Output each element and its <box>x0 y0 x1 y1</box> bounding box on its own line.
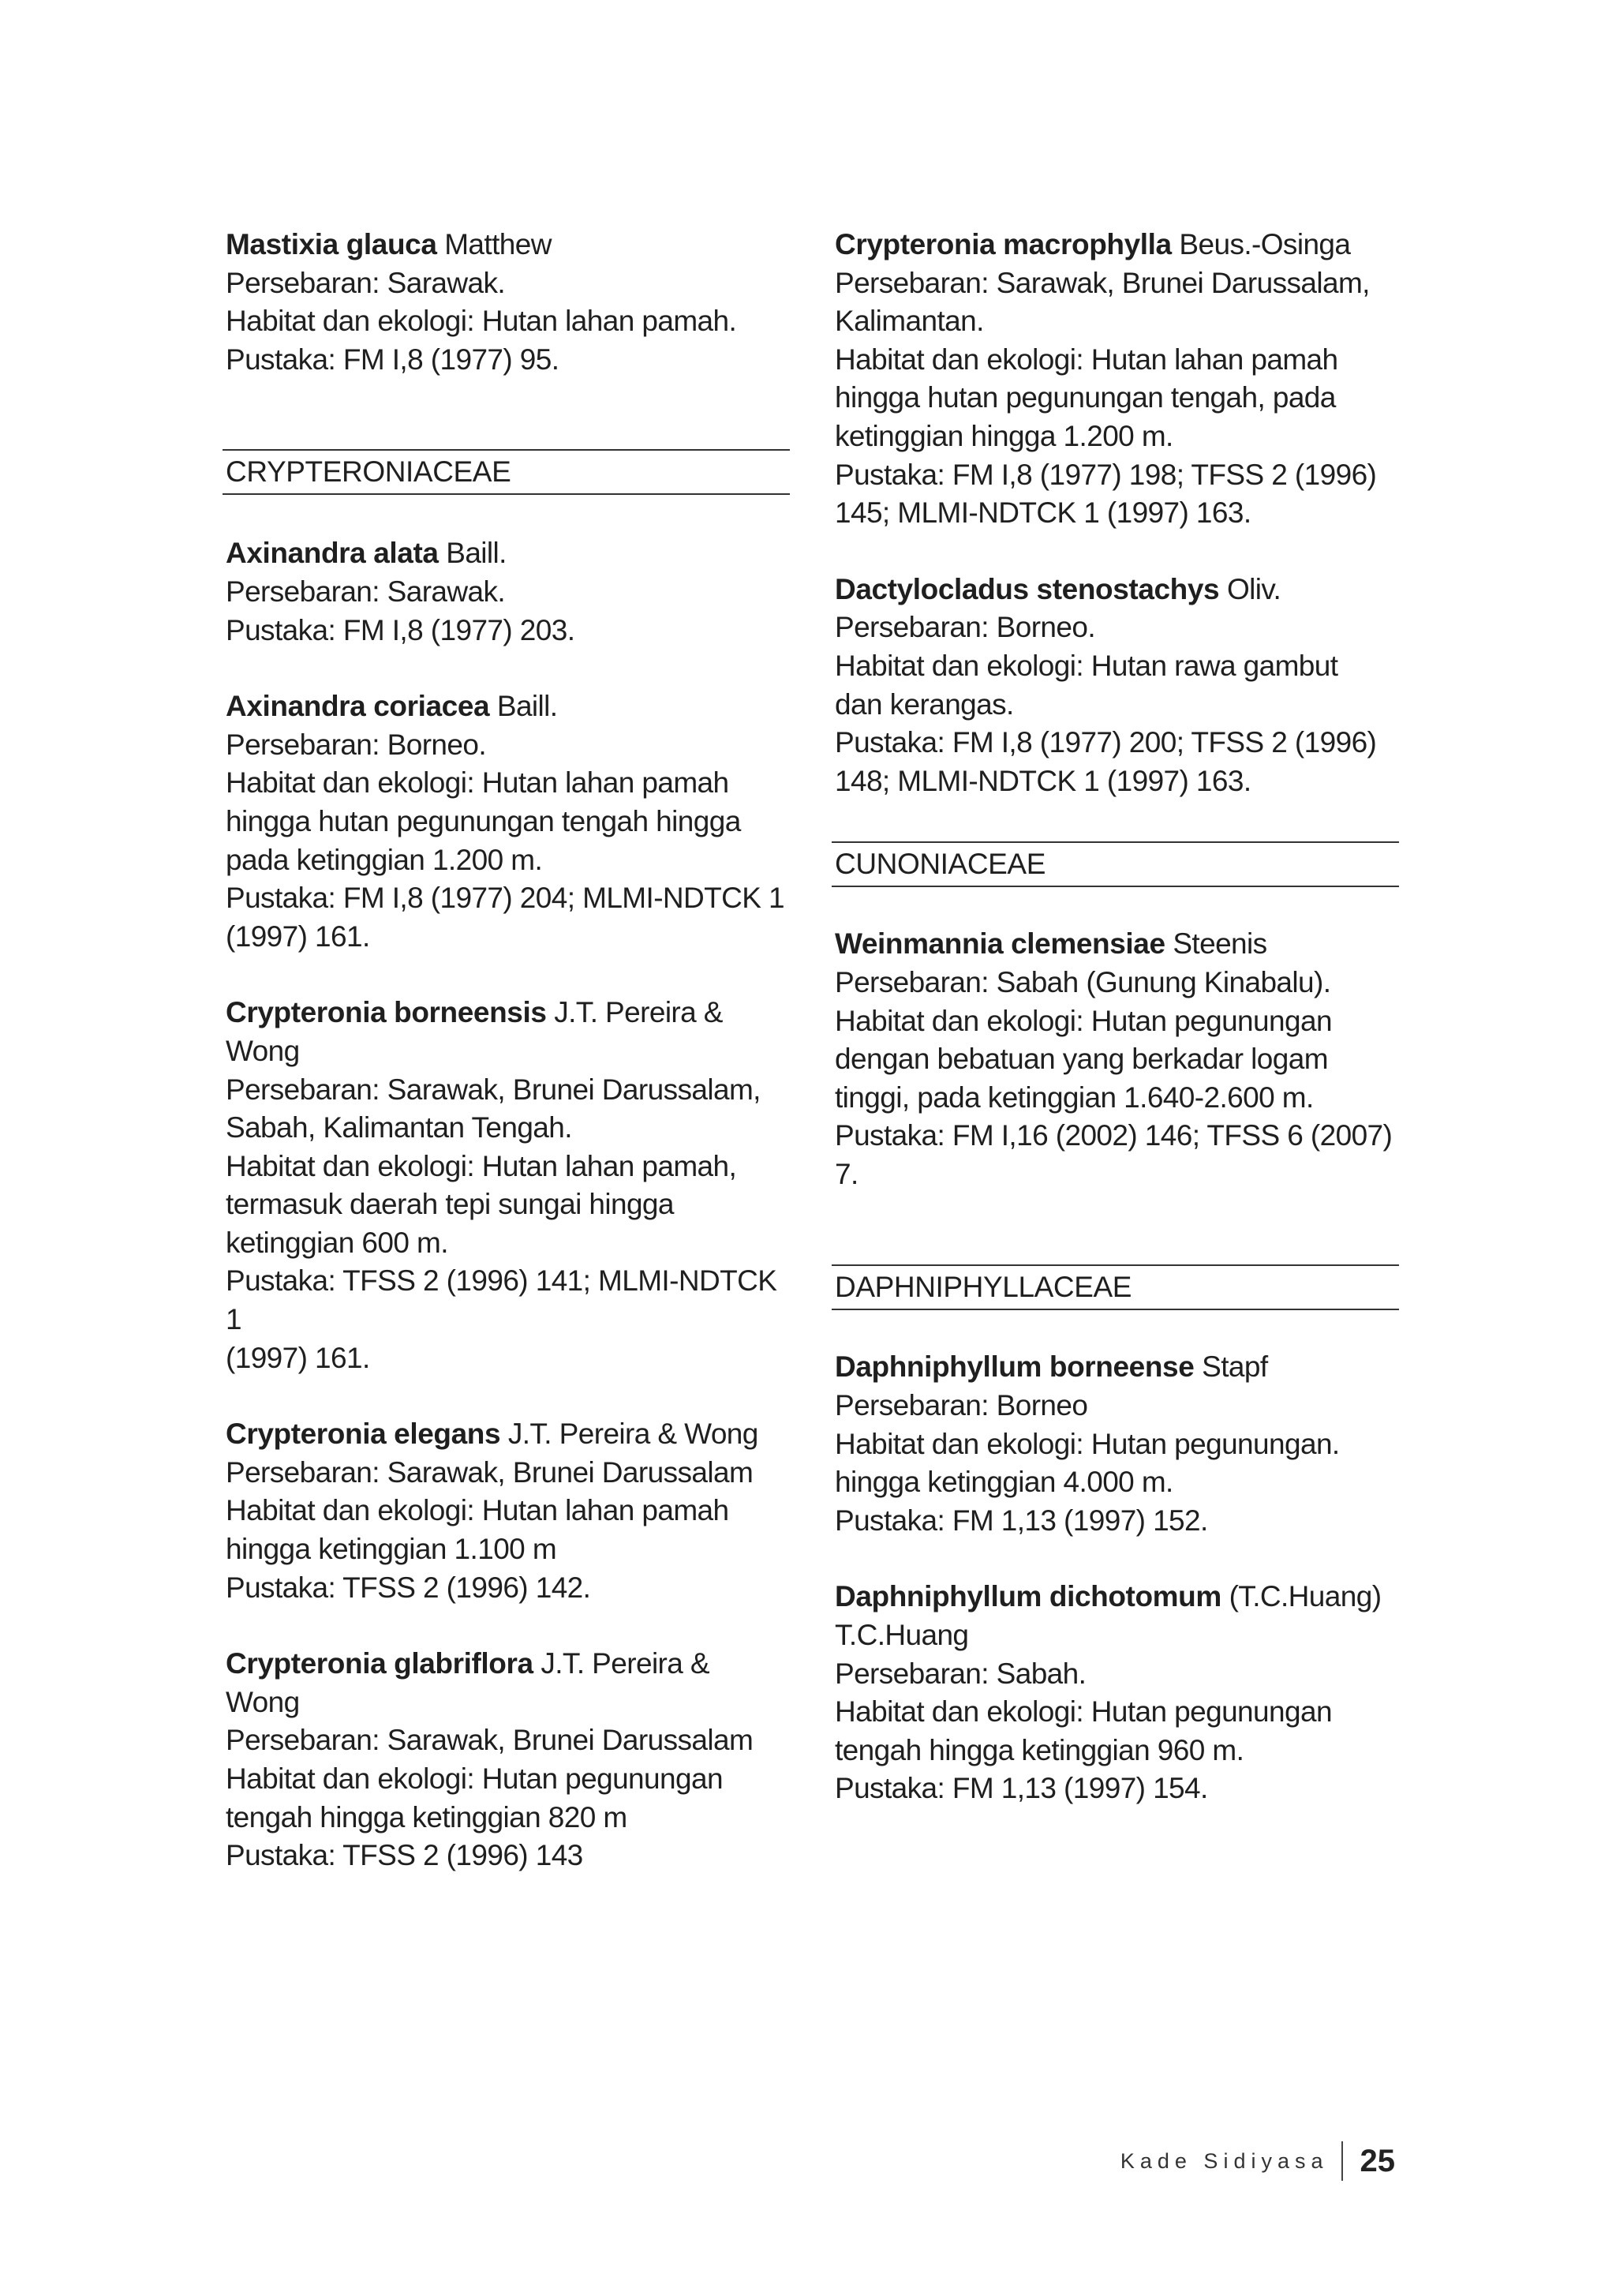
habitat-line: Habitat dan ekologi: Hutan pegunungan <box>835 1004 1332 1037</box>
family-heading: DAPHNIPHYLLACEAE <box>832 1264 1399 1310</box>
right-column <box>835 226 1399 1808</box>
page-footer <box>1120 2139 1395 2183</box>
species-entry <box>835 226 1399 533</box>
species-name: Weinmannia clemensiae <box>835 927 1165 961</box>
species-title <box>226 1645 790 1684</box>
species-author: J.T. Pereira & <box>554 996 723 1029</box>
habitat-line: hingga hutan pegunungan tengah, pada <box>835 381 1336 414</box>
reference-line: Pustaka: FM I,8 (1977) 203. <box>226 613 575 646</box>
family-heading: CRYPTERONIACEAE <box>223 449 790 495</box>
species-title <box>835 1348 1399 1387</box>
reference-line: Pustaka: TFSS 2 (1996) 143 <box>226 1839 583 1872</box>
species-name: Crypteronia macrophylla <box>835 228 1172 260</box>
species-title <box>835 1578 1399 1616</box>
habitat-line: Habitat dan ekologi: Hutan lahan pamah <box>835 343 1338 376</box>
habitat-line: Habitat dan ekologi: Hutan lahan pamah. <box>226 305 737 338</box>
reference-line: Pustaka: FM I,8 (1977) 204; MLMI-NDTCK 1 <box>226 882 785 915</box>
species-author: Beus.-Osinga <box>1179 228 1351 260</box>
habitat-line: Habitat dan ekologi: Hutan pegunungan. <box>835 1427 1340 1460</box>
species-entry <box>835 571 1399 801</box>
distribution-line: Persebaran: Sabah (Gunung Kinabalu). <box>835 965 1331 998</box>
species-entry <box>226 687 790 956</box>
footer-divider <box>1341 2141 1343 2181</box>
species-name: Crypteronia borneensis <box>226 996 547 1029</box>
habitat-line: dan kerangas. <box>835 687 1014 721</box>
species-entry <box>226 1415 790 1607</box>
reference-line: Pustaka: TFSS 2 (1996) 142. <box>226 1571 591 1604</box>
distribution-line: Persebaran: Sarawak, Brunei Darussalam, <box>226 1073 761 1106</box>
species-entry <box>835 925 1399 1193</box>
habitat-line: hingga ketinggian 1.100 m <box>226 1533 557 1566</box>
species-name: Daphniphyllum borneense <box>835 1350 1195 1384</box>
species-author: Matthew <box>444 228 552 260</box>
left-column <box>226 226 790 1875</box>
species-author: Baill. <box>496 690 558 723</box>
distribution-line: Persebaran: Sabah. <box>835 1657 1087 1690</box>
species-title <box>226 994 790 1032</box>
species-author: Baill. <box>446 537 507 570</box>
species-name: Dactylocladus stenostachys <box>835 572 1220 605</box>
distribution-line: Persebaran: Sarawak, Brunei Darussalam <box>226 1724 754 1757</box>
habitat-line: Habitat dan ekologi: Hutan lahan pamah <box>226 1494 729 1527</box>
family-heading: CUNONIACEAE <box>832 841 1399 887</box>
page-number: 25 <box>1360 2143 1395 2178</box>
habitat-line: dengan bebatuan yang berkadar logam <box>835 1043 1328 1076</box>
distribution-line: Kalimantan. <box>835 305 984 338</box>
distribution-line: Persebaran: Sarawak. <box>226 266 506 299</box>
habitat-line: Habitat dan ekologi: Hutan pegunungan <box>835 1695 1332 1729</box>
species-title <box>226 534 790 573</box>
species-title <box>835 925 1399 964</box>
distribution-line: Persebaran: Borneo <box>835 1389 1088 1422</box>
habitat-line: hingga ketinggian 4.000 m. <box>835 1466 1173 1499</box>
species-author: Steenis <box>1173 927 1267 961</box>
habitat-line: hingga hutan pegunungan tengah hingga <box>226 804 741 837</box>
distribution-line: Persebaran: Borneo. <box>835 611 1096 644</box>
species-title <box>226 687 790 726</box>
species-author-cont: Wong <box>226 1034 300 1067</box>
habitat-line: Habitat dan ekologi: Hutan lahan pamah <box>226 766 729 800</box>
reference-line: (1997) 161. <box>226 1341 370 1374</box>
reference-line: Pustaka: FM 1,13 (1997) 154. <box>835 1772 1208 1805</box>
reference-line: Pustaka: FM I,16 (2002) 146; TFSS 6 (2007) 7. <box>835 1119 1393 1190</box>
species-name: Crypteronia elegans <box>226 1418 501 1451</box>
species-author-cont: Wong <box>226 1685 300 1718</box>
distribution-line: Persebaran: Sarawak, Brunei Darussalam, <box>835 266 1370 299</box>
distribution-line: Persebaran: Sarawak, Brunei Darussalam <box>226 1455 754 1489</box>
species-title <box>835 226 1399 264</box>
distribution-line: Persebaran: Sarawak. <box>226 575 506 608</box>
species-title <box>835 571 1399 609</box>
species-name: Axinandra coriacea <box>226 690 490 723</box>
reference-line: Pustaka: TFSS 2 (1996) 141; MLMI-NDTCK 1 <box>226 1264 777 1336</box>
species-name: Crypteronia glabriflora <box>226 1647 533 1680</box>
species-name: Daphniphyllum dichotomum <box>835 1580 1221 1613</box>
species-name: Axinandra alata <box>226 537 439 570</box>
species-title <box>226 1415 790 1454</box>
species-name: Mastixia glauca <box>226 228 437 260</box>
habitat-line: tengah hingga ketinggian 820 m <box>226 1800 627 1833</box>
species-entry <box>226 534 790 650</box>
habitat-line: termasuk daerah tepi sungai hingga <box>226 1188 674 1221</box>
species-entry <box>226 994 790 1377</box>
distribution-line: Sabah, Kalimantan Tengah. <box>226 1111 572 1144</box>
habitat-line: tengah hingga ketinggian 960 m. <box>835 1733 1244 1766</box>
reference-line: Pustaka: FM I,8 (1977) 200; TFSS 2 (1996) <box>835 726 1377 759</box>
species-title <box>226 226 790 264</box>
habitat-line: Habitat dan ekologi: Hutan rawa gambut <box>835 649 1338 682</box>
habitat-line: ketinggian hingga 1.200 m. <box>835 419 1173 452</box>
reference-line: 145; MLMI-NDTCK 1 (1997) 163. <box>835 496 1251 530</box>
habitat-line: Habitat dan ekologi: Hutan pegunungan <box>226 1762 723 1795</box>
habitat-line: ketinggian 600 m. <box>226 1226 448 1259</box>
species-author: J.T. Pereira & Wong <box>507 1418 758 1451</box>
footer-author: Kade Sidiyasa <box>1120 2148 1329 2173</box>
reference-line: 148; MLMI-NDTCK 1 (1997) 163. <box>835 764 1251 797</box>
distribution-line: Persebaran: Borneo. <box>226 728 487 761</box>
species-entry <box>835 1348 1399 1540</box>
species-author: Oliv. <box>1226 572 1281 605</box>
reference-line: Pustaka: FM I,8 (1977) 198; TFSS 2 (1996) <box>835 458 1377 491</box>
species-entry <box>835 1578 1399 1808</box>
species-entry <box>226 1645 790 1875</box>
species-author: Stapf <box>1202 1350 1268 1384</box>
habitat-line: pada ketinggian 1.200 m. <box>226 843 543 876</box>
habitat-line: tinggi, pada ketinggian 1.640-2.600 m. <box>835 1081 1314 1114</box>
reference-line: Pustaka: FM 1,13 (1997) 152. <box>835 1504 1208 1537</box>
habitat-line: Habitat dan ekologi: Hutan lahan pamah, <box>226 1149 737 1182</box>
species-author: (T.C.Huang) <box>1229 1580 1382 1613</box>
species-author: J.T. Pereira & <box>541 1647 710 1680</box>
reference-line: (1997) 161. <box>226 920 370 953</box>
reference-line: Pustaka: FM I,8 (1977) 95. <box>226 343 559 376</box>
species-entry <box>226 226 790 379</box>
species-author-cont: T.C.Huang <box>835 1619 969 1652</box>
